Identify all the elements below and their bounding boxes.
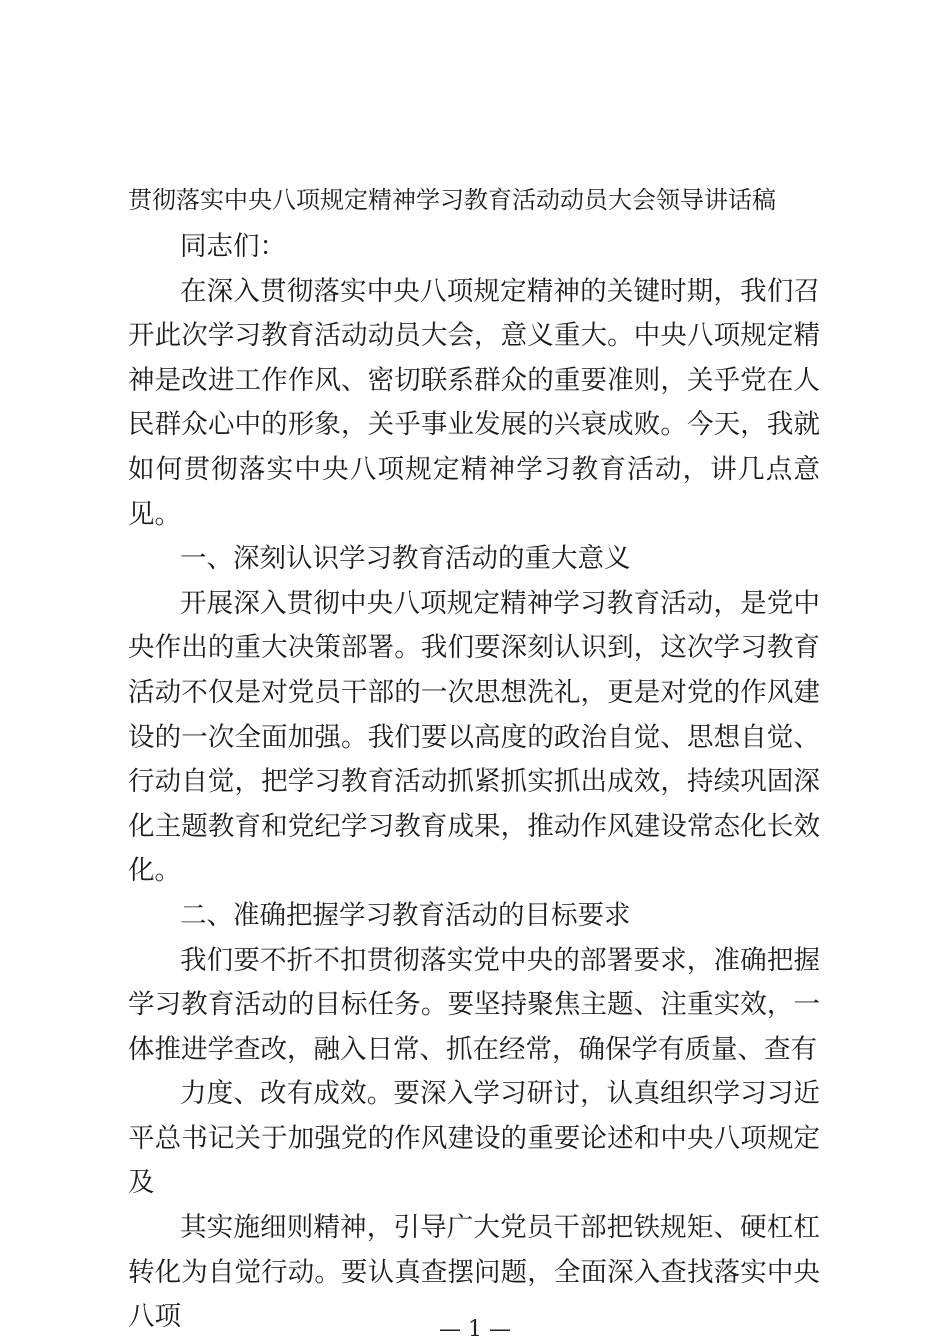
paragraph: 其实施细则精神，引导广大党员干部把铁规矩、硬杠杠转化为自觉行动。要认真查摆问题，全面深入查找落实中央八项: [128, 1212, 820, 1333]
paragraph: 力度、改有成效。要深入学习研讨，认真组织学习习近平总书记关于加强党的作风建设的重要论述和中央八项规定及: [128, 1078, 820, 1199]
paragraph: 在深入贯彻落实中央八项规定精神的关键时期，我们召开此次学习教育活动动员大会，意义重大。中央八项规定精神是改进工作作风、密切联系群众的重要准则，关乎党在人民群众心中的形象，关乎事业发展的兴衰成败。今天，我就如何贯彻落实中央八项规定精神学习教育活动，讲几点意见。: [128, 275, 820, 530]
section-heading: 一、深刻认识学习教育活动的重大意义: [180, 543, 631, 575]
document-body: [128, 225, 820, 1340]
page-number: — 1 —: [439, 1317, 511, 1342]
section-heading: 二、准确把握学习教育活动的目标要求: [180, 899, 631, 931]
paragraph: 我们要不折不扣贯彻落实党中央的部署要求，准确把握学习教育活动的目标任务。要坚持聚焦主题、注重实效，一体推进学查改，融入日常、抓在经常，确保学有质量、查有: [128, 944, 820, 1065]
document-title: 贯彻落实中央八项规定精神学习教育活动动员大会领导讲话稿: [128, 186, 776, 214]
paragraph: 开展深入贯彻中央八项规定精神学习教育活动，是党中央作出的重大决策部署。我们要深刻认识到，这次学习教育活动不仅是对党员干部的一次思想洗礼，更是对党的作风建设的一次全面加强。我们要以高度的政治自觉、思想自觉、行动自觉，把学习教育活动抓紧抓实抓出成效，持续巩固深化主题教育和党纪学习教育成果，推动作风建设常态化长效化。: [128, 587, 820, 887]
salutation: 同志们：: [180, 231, 286, 262]
